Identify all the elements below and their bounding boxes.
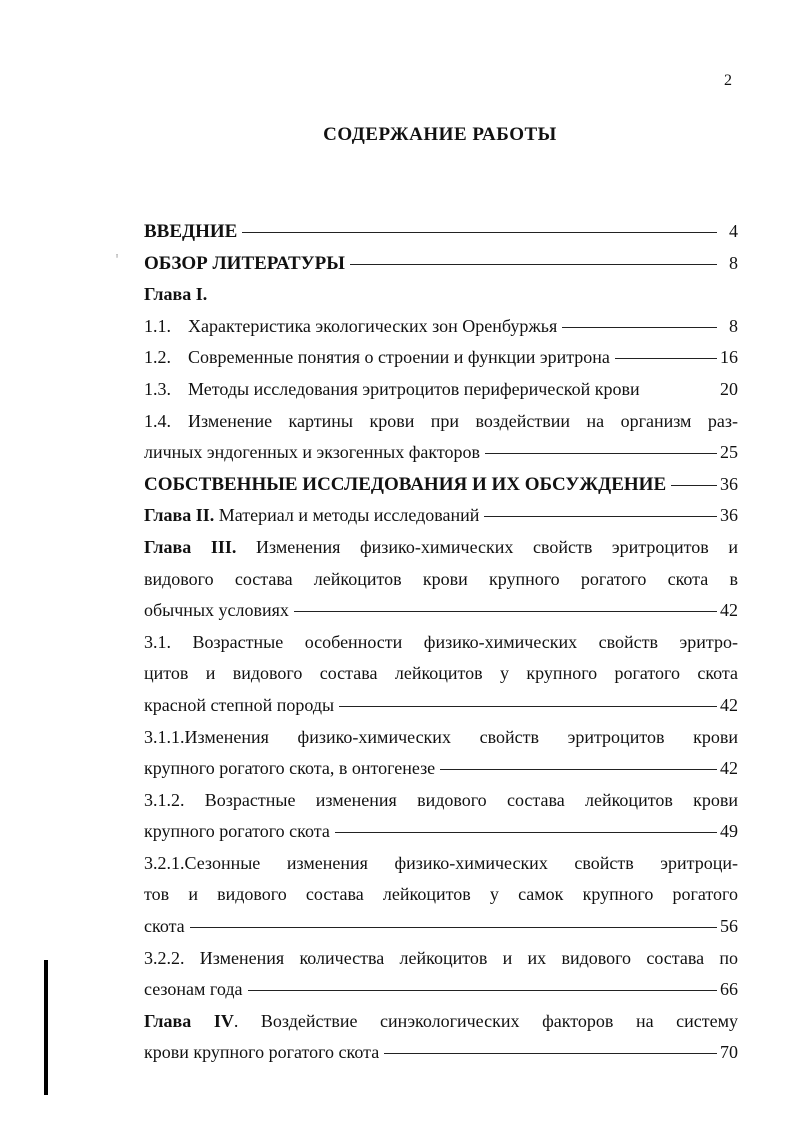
leader-line bbox=[339, 706, 717, 707]
toc-label: ВВЕДНИЕ bbox=[144, 221, 238, 242]
toc-label: 3.1.1.Изменения физико-химических свойств эритроцитов крови bbox=[144, 726, 738, 747]
leader-line bbox=[294, 611, 717, 612]
toc-label: 3.1.2. Возрастные изменения видового состава лейкоцитов крови bbox=[144, 789, 738, 810]
toc-label: красной степной породы bbox=[144, 694, 335, 715]
toc-label: 3.1. Возрастные особенности физико-химических свойств эритро- bbox=[144, 631, 738, 652]
toc-label: цитов и видового состава лейкоцитов у крупного рогатого скота bbox=[144, 663, 738, 684]
toc-page: 42 bbox=[720, 694, 738, 715]
toc-page: 36 bbox=[720, 505, 738, 526]
toc-page: 66 bbox=[720, 979, 738, 1000]
toc-page: 70 bbox=[720, 1042, 738, 1063]
toc-label: Характеристика экологических зон Оренбуржья bbox=[188, 315, 558, 336]
scan-speck: ᶦ bbox=[116, 250, 118, 264]
leader-line bbox=[485, 453, 717, 454]
toc-entry-review bbox=[144, 248, 738, 280]
toc-entry-1-4-line2 bbox=[144, 437, 738, 469]
toc-label: видового состава лейкоцитов крови крупного рогатого скота в bbox=[144, 568, 738, 589]
toc-entry-3-2-1-line3 bbox=[144, 911, 738, 943]
leader-line bbox=[484, 516, 717, 517]
toc-label: 3.2.2. Изменения количества лейкоцитов и их видового состава по bbox=[144, 947, 738, 968]
leader-line bbox=[562, 327, 717, 328]
leader-line bbox=[242, 232, 717, 233]
toc-page: 16 bbox=[720, 347, 738, 368]
toc-label: сезонам года bbox=[144, 979, 243, 1000]
toc-entry-3-2-1-line1 bbox=[144, 848, 738, 880]
toc-entry-chapter-3-line2 bbox=[144, 564, 738, 596]
toc-label: тов и видового состава лейкоцитов у самок крупного рогатого bbox=[144, 884, 738, 905]
toc-label: крови крупного рогатого скота bbox=[144, 1042, 380, 1063]
toc-entry-chapter-3-line1 bbox=[144, 532, 738, 564]
toc-page: 8 bbox=[729, 315, 738, 336]
toc-label: Материал и методы исследований bbox=[218, 505, 480, 526]
toc-entry-chapter-1 bbox=[144, 279, 738, 311]
page-number: 2 bbox=[724, 72, 732, 89]
toc-entry-1-3 bbox=[144, 374, 738, 406]
toc-entry-chapter-4-line1 bbox=[144, 1006, 738, 1038]
toc-label: личных эндогенных и экзогенных факторов bbox=[144, 442, 481, 463]
toc-entry-intro bbox=[144, 216, 738, 248]
toc-prefix: Глава II. bbox=[144, 505, 215, 526]
toc-number: 1.1. bbox=[144, 315, 171, 336]
leader-line bbox=[671, 485, 717, 486]
leader-line bbox=[335, 832, 717, 833]
toc-page: 36 bbox=[720, 473, 738, 494]
toc-label: СОБСТВЕННЫЕ ИССЛЕДОВАНИЯ И ИХ ОБСУЖДЕНИЕ bbox=[144, 473, 667, 495]
toc-page: 49 bbox=[720, 821, 738, 842]
toc-entry-1-4-line1 bbox=[144, 406, 738, 438]
toc-number: 1.4. bbox=[144, 410, 171, 431]
toc-label: 3.2.1.Сезонные изменения физико-химических свойств эритроци- bbox=[144, 852, 738, 873]
leader-line bbox=[350, 264, 717, 265]
table-of-contents bbox=[144, 216, 738, 1069]
toc-label: обычных условиях bbox=[144, 600, 289, 621]
toc-entry-3-2-2-line2 bbox=[144, 974, 738, 1006]
toc-entry-own-research bbox=[144, 469, 738, 501]
leader-line bbox=[190, 927, 717, 928]
toc-entry-3-1-1-line2 bbox=[144, 753, 738, 785]
toc-label: Современные понятия о строении и функции эритрона bbox=[188, 347, 610, 368]
toc-label: Изменение картины крови при воздействии на организм раз- bbox=[188, 410, 738, 431]
toc-entry-1-2 bbox=[144, 342, 738, 374]
toc-entry-3-2-2-line1 bbox=[144, 943, 738, 975]
toc-label: Изменения физико-химических свойств эритроцитов и bbox=[255, 536, 739, 557]
toc-page: 20 bbox=[720, 378, 738, 399]
toc-entry-chapter-3-line3 bbox=[144, 595, 738, 627]
scan-edge-mark bbox=[44, 960, 48, 1095]
toc-entry-3-1-line2 bbox=[144, 658, 738, 690]
toc-entry-3-2-1-line2 bbox=[144, 879, 738, 911]
toc-page: 42 bbox=[720, 600, 738, 621]
leader-line bbox=[384, 1053, 717, 1054]
page-title: СОДЕРЖАНИЕ РАБОТЫ bbox=[323, 124, 557, 145]
toc-prefix: Глава III. bbox=[144, 536, 237, 557]
toc-page: 42 bbox=[720, 758, 738, 779]
toc-entry-3-1-2-line1 bbox=[144, 785, 738, 817]
toc-page: 4 bbox=[729, 221, 738, 241]
toc-label: ОБЗОР ЛИТЕРАТУРЫ bbox=[144, 252, 345, 274]
toc-page: 8 bbox=[729, 252, 738, 273]
toc-label: . Воздействие синэкологических факторов на систему bbox=[233, 1010, 739, 1031]
toc-entry-3-1-line3 bbox=[144, 690, 738, 722]
toc-entry-3-1-line1 bbox=[144, 627, 738, 659]
toc-label: Глава I. bbox=[144, 284, 208, 305]
toc-entry-chapter-4-line2 bbox=[144, 1037, 738, 1069]
leader-line bbox=[248, 990, 718, 991]
toc-entry-chapter-2 bbox=[144, 500, 738, 532]
toc-page: 56 bbox=[720, 916, 738, 937]
toc-entry-1-1 bbox=[144, 311, 738, 343]
toc-entry-3-1-1-line1 bbox=[144, 722, 738, 754]
toc-label: крупного рогатого скота, в онтогенезе bbox=[144, 758, 436, 779]
leader-line bbox=[440, 769, 717, 770]
toc-label: Методы исследования эритроцитов периферической крови bbox=[188, 378, 640, 399]
toc-number: 1.3. bbox=[144, 378, 171, 399]
toc-label: скота bbox=[144, 916, 185, 937]
leader-line bbox=[615, 358, 717, 359]
toc-page: 25 bbox=[720, 442, 738, 463]
toc-label: крупного рогатого скота bbox=[144, 821, 330, 842]
toc-number: 1.2. bbox=[144, 347, 171, 368]
toc-entry-3-1-2-line2 bbox=[144, 816, 738, 848]
toc-prefix: Глава IV bbox=[144, 1010, 234, 1031]
